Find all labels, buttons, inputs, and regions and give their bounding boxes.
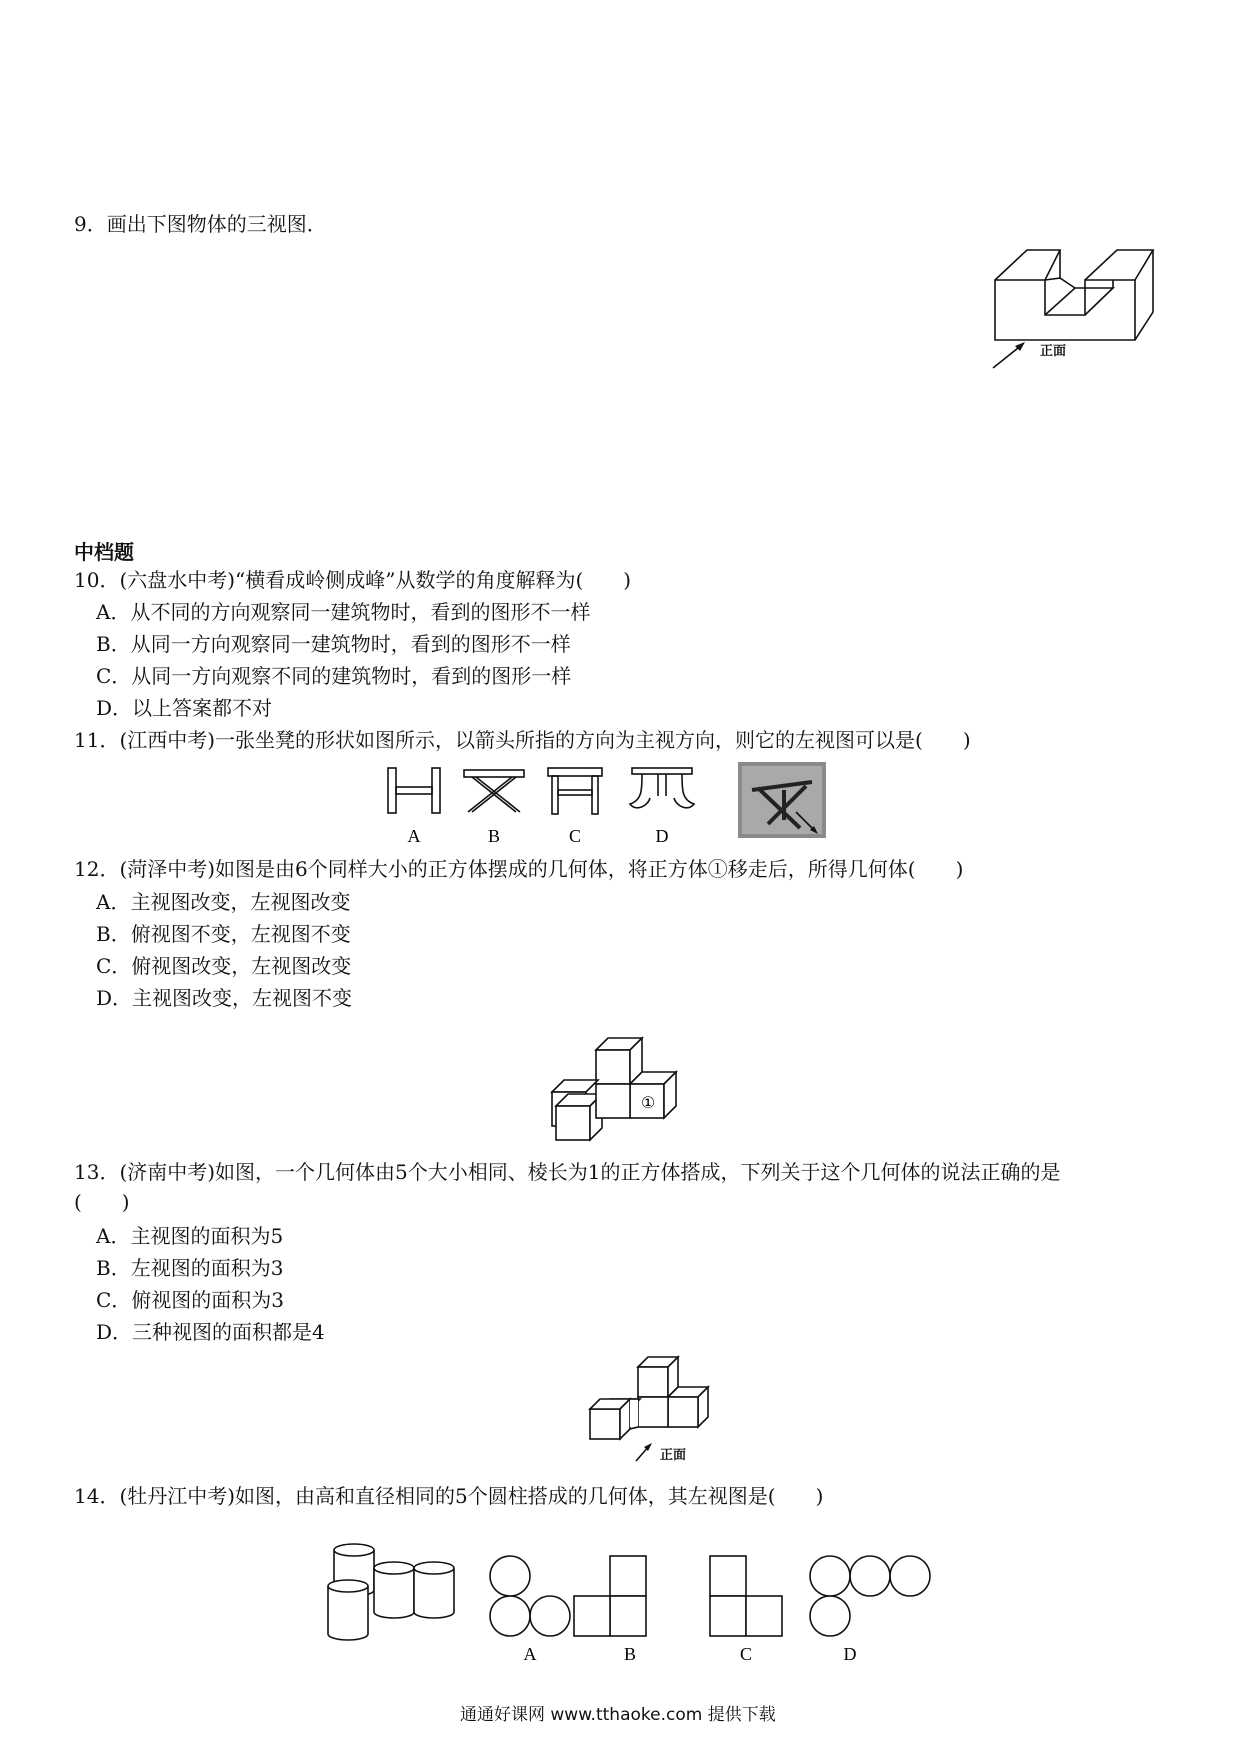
q13-front-label: 正面 [660,1448,687,1463]
q14-label-d: D [843,1644,857,1664]
q12-option-d: D．主视图改变，左视图不变 [96,986,353,1010]
q9-text: 9．画出下图物体的三视图． [74,212,327,236]
q12-option-b: B．俯视图不变，左视图不变 [96,922,351,946]
q10-option-a: A．从不同的方向观察同一建筑物时，看到的图形不一样 [96,600,591,624]
q13-option-d: D．三种视图的面积都是4 [96,1320,325,1344]
q14-label-b: B [623,1644,637,1664]
q11-label-a: A [407,826,421,846]
q12-stem: 12．(菏泽中考)如图是由6个同样大小的正方体摆成的几何体，将正方体①移走后，所得几何体( ) [74,857,964,881]
q11-label-c: C [568,826,582,846]
q11-label-b: B [487,826,501,846]
q14-choices-figure [320,1540,930,1665]
q12-option-a: A．主视图改变，左视图改变 [96,890,351,914]
q13-option-b: B．左视图的面积为3 [96,1256,284,1280]
q13-option-a: A．主视图的面积为5 [96,1224,284,1248]
q10-option-d: D．以上答案都不对 [96,696,273,720]
q13-stem: 13．(济南中考)如图，一个几何体由5个大小相同、棱长为1的正方体搭成，下列关于这个几何体的说法正确的是 [74,1160,1061,1184]
q13-option-c: C．俯视图的面积为3 [96,1288,285,1312]
q10-option-c: C．从同一方向观察不同的建筑物时，看到的图形一样 [96,664,572,688]
q9-figure-u-block [985,240,1185,370]
page-footer: 通通好课网 www.tthaoke.com 提供下载 [460,1705,776,1725]
q10-option-b: B．从同一方向观察同一建筑物时，看到的图形不一样 [96,632,571,656]
q11-choices-figure [380,760,830,850]
q11-stem: 11．(江西中考)一张坐凳的形状如图所示，以箭头所指的方向为主视方向，则它的左视图可以是( ) [74,728,971,752]
q14-label-a: A [523,1644,537,1664]
q9-front-label: 正面 [1040,344,1067,359]
q10-stem: 10．(六盘水中考)“横看成岭侧成峰”从数学的角度解释为( ) [74,568,632,592]
q11-label-d: D [655,826,669,846]
q13-stem-cont: ( ) [74,1190,130,1214]
q14-stem: 14．(牡丹江中考)如图，由高和直径相同的5个圆柱搭成的几何体，其左视图是( ) [74,1484,824,1508]
q12-cube-figure [552,1030,692,1150]
section-title: 中档题 [74,540,134,564]
q12-option-c: C．俯视图改变，左视图改变 [96,954,352,978]
q14-label-c: C [739,1644,753,1664]
q12-cube-mark: ① [640,1093,656,1112]
